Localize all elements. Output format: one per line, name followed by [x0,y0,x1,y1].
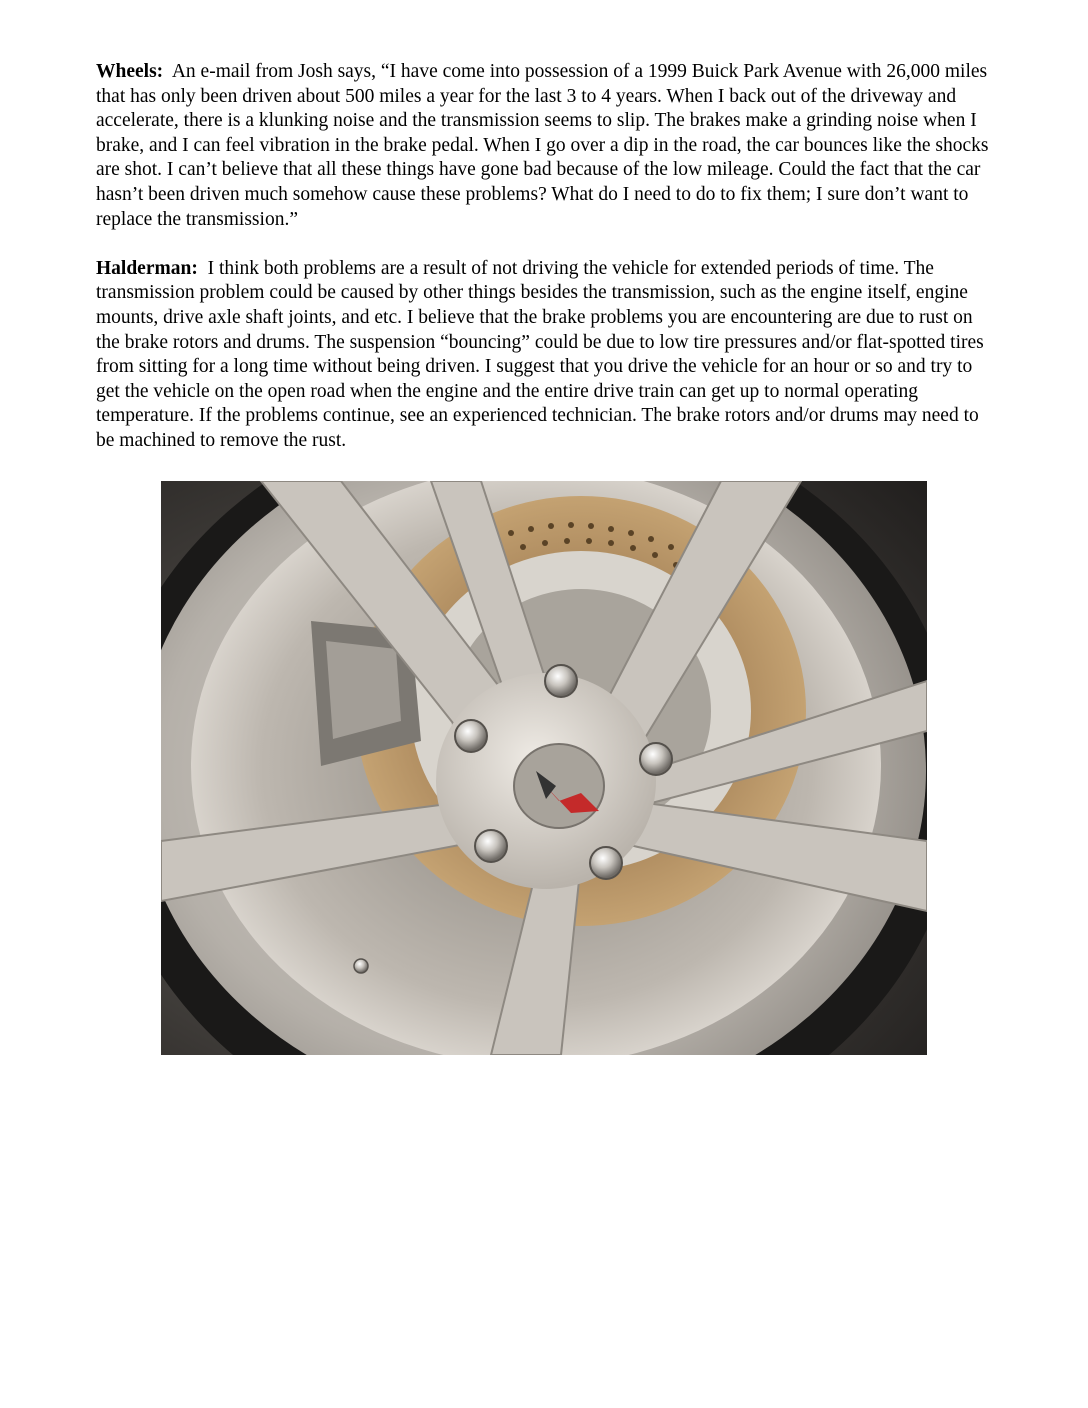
halderman-label: Halderman: [96,257,198,279]
document-body [96,60,996,454]
halderman-paragraph [96,257,996,454]
wheel-photo-illustration [161,481,927,1055]
wheels-label: Wheels: [96,61,164,82]
wheels-text: An e-mail from Josh says, “I have come into possession of a 1999 Buick Park Avenue with 26,000 miles that has only been driven about 500 miles a year for the last 3 to 4 years. When I back out of the driveway and accelerate, there is a klunking noise and the transmission seems to slip. The brakes make a grinding noise when I brake, and I can feel vibration in the brake pedal. When I go over a dip in the road, the car bounces like the shocks are shot. I can’t believe that all these things have gone bad because of the low mileage. Could the fact that the car hasn’t been driven much somehow cause these problems? What do I need to do to fix them; I sure don’t want to replace the transmission.” [96,61,989,230]
wheel-photo [161,481,927,1055]
wheels-paragraph [96,60,996,232]
halderman-text: I think both problems are a result of not driving the vehicle for extended periods of time. The transmission problem could be caused by other things besides the transmission, such as the engine itself, engine mounts, drive axle shaft joints, and etc. I believe that the brake problems you are encountering are due to rust on the brake rotors and drums. The suspension “bouncing” could be due to low tire pressures and/or flat-spotted tires from sitting for a long time without being driven. I suggest that you drive the vehicle for an hour or so and try to get the vehicle on the open road when the engine and the entire drive train can get up to normal operating temperature. If the problems continue, see an experienced technician. The brake rotors and/or drums may need to be machined to remove the rust. [96,257,984,451]
